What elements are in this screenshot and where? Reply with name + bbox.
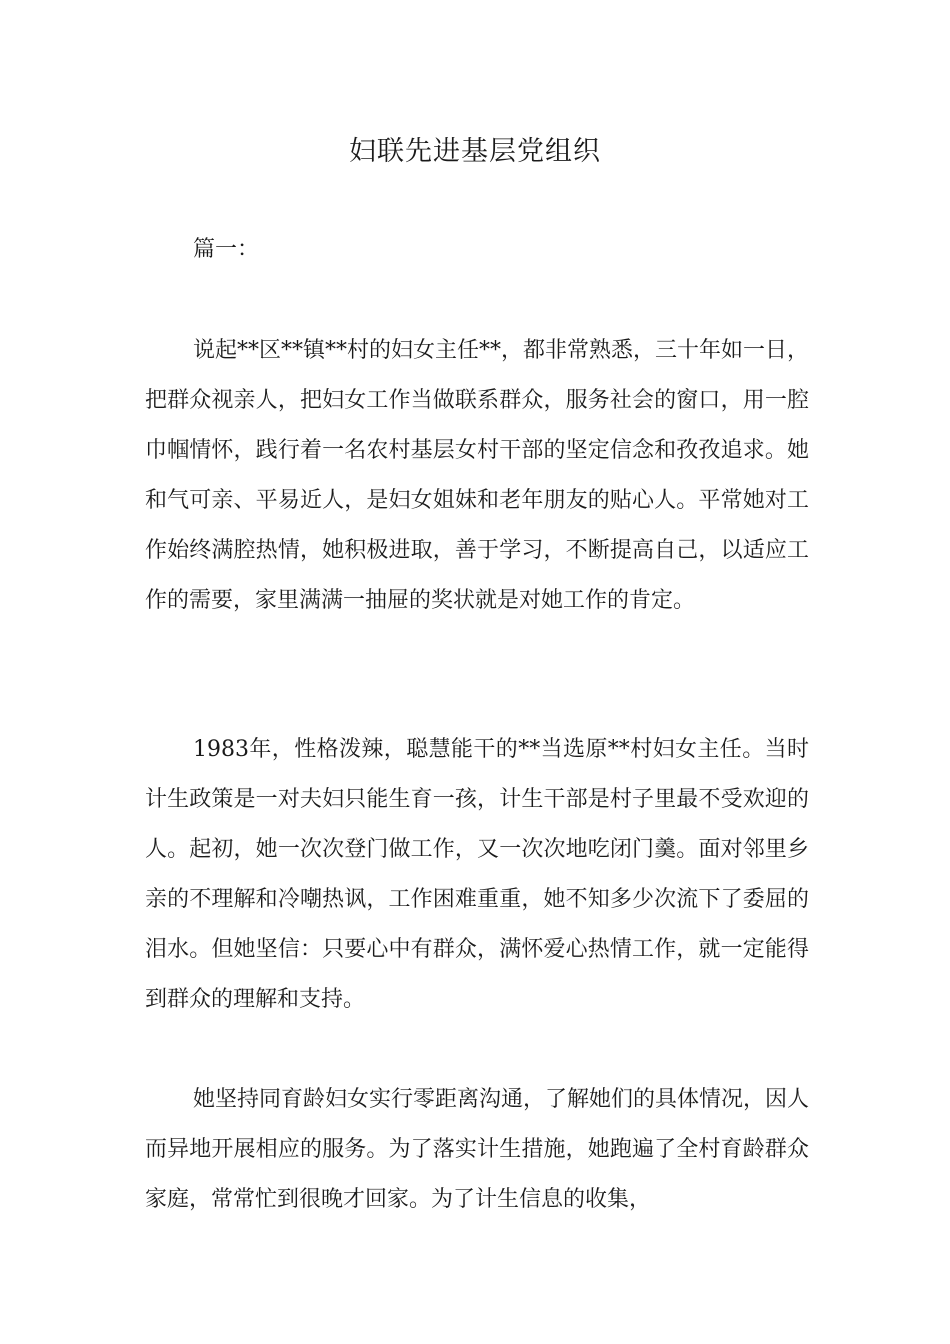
document-title: 妇联先进基层党组织	[349, 136, 601, 167]
paragraph: 说起**区**镇**村的妇女主任**，都非常熟悉，三十年如一日，把群众视亲人，把妇女工作当做联系群众，服务社会的窗口，用一腔巾帼情怀，践行着一名农村基层女村干部的坚定信念和孜孜追求。她和气可亲、平易近人，是妇女姐妹和老年朋友的贴心人。平常她对工作始终满腔热情，她积极进取，善于学习，不断提高自己，以适应工作的需要，家里满满一抽屉的奖状就是对她工作的肯定。	[145, 338, 810, 613]
section-label: 篇一：	[193, 237, 260, 262]
paragraph: 1983年，性格泼辣，聪慧能干的**当选原**村妇女主任。当时计生政策是一对夫妇只能生育一孩，计生干部是村子里最不受欢迎的人。起初，她一次次登门做工作，又一次次地吃闭门羹。面对邻里乡亲的不理解和冷嘲热讽，工作困难重重，她不知多少次流下了委屈的泪水。但她坚信：只要心中有群众，满怀爱心热情工作，就一定能得到群众的理解和支持。	[145, 737, 809, 1012]
paragraph: 她坚持同育龄妇女实行零距离沟通，了解她们的具体情况，因人而异地开展相应的服务。为了落实计生措施，她跑遍了全村育龄群众家庭，常常忙到很晚才回家。为了计生信息的收集，	[145, 1087, 810, 1212]
